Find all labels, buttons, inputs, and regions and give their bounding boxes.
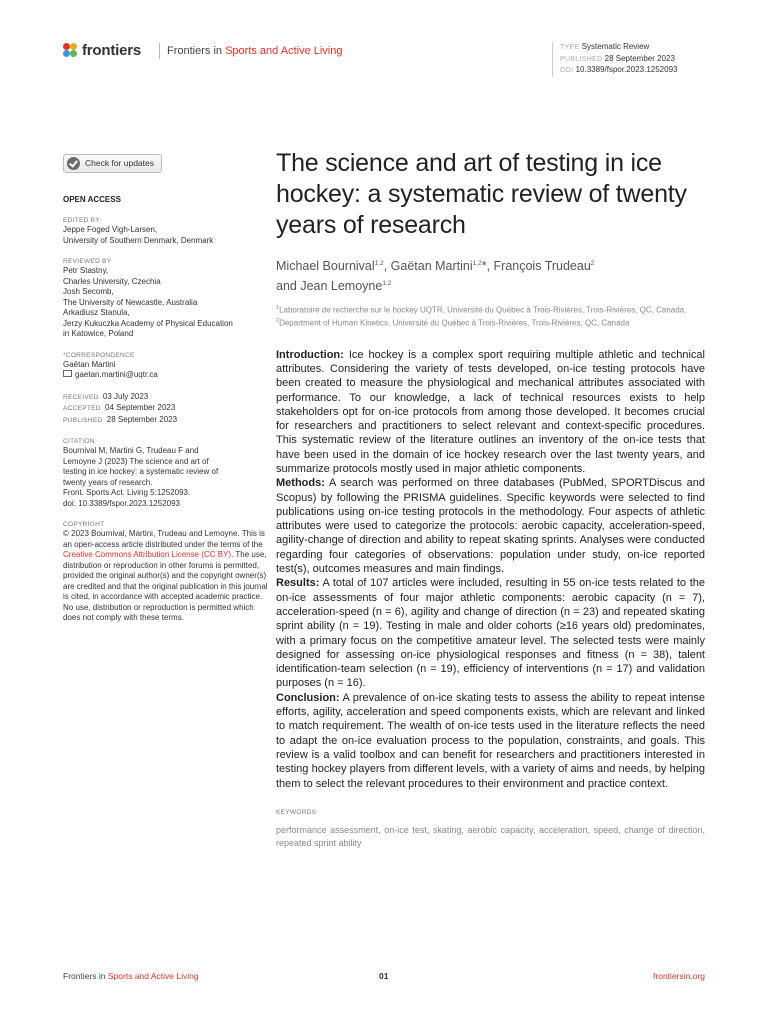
author-name[interactable]: Michael Bournival [276, 259, 375, 274]
page-number: 01 [379, 971, 389, 981]
article-meta: TYPE Systematic Review PUBLISHED 28 September 2023 DOI 10.3389/fspor.2023.1252093 [552, 42, 677, 77]
copyright-label: COPYRIGHT [63, 521, 105, 528]
edited-by-label: EDITED BY [63, 217, 101, 224]
header-divider [159, 43, 160, 59]
citation: Bournival M, Martini G, Trudeau F and Lemoyne J (2023) The science and art of testing in ice hockey: a systematic review of twenty years of research. Front. Sports Act. Living 5:1252093. doi: 10.3389/fspor.2023.1252093 [63, 446, 219, 508]
reviewed-by-label: REVIEWED BY [63, 258, 112, 265]
author-list: Michael Bournival$^{1,2}$, Gaëtan Martini$^{1,2}$*, François Trudeau$^2$ and Jean Lemoyne$^{1,2}$ [276, 259, 595, 294]
article-type: Systematic Review [581, 42, 650, 51]
accepted-date: ACCEPTED 04 September 2023 [63, 403, 176, 412]
reviewed-by: Petr Stastny, Charles University, Czechia Josh Secomb, The University of Newcastle, Australia Arkadiusz Stanula, Jerzy Kukuczka Academy of Physical Education in Katowice, Poland [63, 266, 233, 338]
correspondence-label: *CORRESPONDENCE [63, 351, 135, 359]
edited-by: Jeppe Foged Vigh-Larsen, University of Southern Denmark, Denmark [63, 225, 214, 245]
page-header [63, 40, 705, 74]
article-dates [63, 392, 268, 427]
correspondence-email[interactable]: gaetan.martini@uqtr.ca [63, 370, 268, 381]
doi-link[interactable]: 10.3389/fspor.2023.1252093 [575, 65, 678, 74]
article-sidebar [63, 154, 268, 624]
citation-label: CITATION [63, 438, 95, 445]
author-name[interactable]: and Jean Lemoyne [276, 279, 383, 294]
article-title: The science and art of testing in ice hockey: a systematic review of twenty years of research [276, 149, 687, 239]
correspondence [63, 360, 268, 381]
open-access-label: OPEN ACCESS [63, 194, 121, 204]
email-icon [63, 370, 72, 377]
article-main [276, 148, 705, 850]
abstract-results: Results: A total of 107 articles were included, resulting in 55 on-ice tests related to the on-ice assessments of four major athletic components: aerobic capacity (n = 7), acceleration-speed (n = 6), agility and change of direction (n = 23) and repeated skating sprint ability (n = 19). Testing in male and older cohorts (≥16 years old) predominates, with a primary focus on the competitive amateur level. The selected tests were mainly designed for assessing on-ice physiological responses and fitness (n = 38), talent identification-team selection (n = 19), efficiency of interventions (n = 17) and validation purposes (n = 16). [276, 577, 705, 690]
keywords-label: KEYWORDS [276, 808, 317, 816]
author-name[interactable]: François Trudeau [493, 259, 591, 274]
author-name[interactable]: Gaëtan Martini [390, 259, 473, 274]
journal-name[interactable]: Frontiers in Sports and Active Living [167, 45, 343, 57]
frontiers-site-link[interactable]: frontiersin.org [653, 971, 705, 981]
check-updates-icon [67, 157, 80, 170]
published-date-sidebar: PUBLISHED 28 September 2023 [63, 414, 178, 424]
brand-name: frontiers [82, 42, 142, 59]
check-updates-button[interactable]: Check for updates [63, 154, 162, 173]
abstract-conclusion: Conclusion: A prevalence of on-ice skating tests to assess the ability to repeat intense efforts, agility, acceleration and speed components exists, which are relevant and linked to match requirement. The wealth of on-ice tests used in the literature reflects the need to adapt the on-ice evaluation process to the population, constraints, and goals. This review is a valid toolbox and can benefit for researchers and practitioners interested in testing hockey players from different levels, with a variety of aims and needs, by helping them to select the relevant procedures to their environment and practice context. [276, 691, 705, 790]
affiliations: $^1$Laboratoire de recherche sur le hockey UQTR, Université du Québec à Trois-Rivières, Trois-Rivières, QC, Canada, $^2$Department of Human Kinetics, Université du Québec à Trois-Rivières, Trois-Rivières, QC, Canada [276, 305, 687, 328]
copyright-text: © 2023 Bournival, Martini, Trudeau and Lemoyne. This is an open-access article distributed under the terms of the Creative Commons Attribution License (CC BY). The use, distribution or reproduction in other forums is permitted, provided the original author(s) and the copyright owner(s) are credited and that the original publication in this journal is cited, in accordance with accepted academic practice. No use, distribution or reproduction is permitted which does not comply with these terms. [63, 529, 268, 622]
correspondence-name: Gaëtan Martini [63, 359, 116, 369]
published-date: 28 September 2023 [604, 53, 675, 63]
keywords: performance assessment, on-ice test, skating, aerobic capacity, acceleration, speed, change of direction, repeated sprint ability [276, 824, 705, 848]
cc-by-license-link[interactable]: Creative Commons Attribution License (CC BY) [63, 550, 232, 559]
footer-journal[interactable]: Frontiers in Sports and Active Living [63, 971, 199, 981]
received-date: RECEIVED 03 July 2023 [63, 391, 149, 401]
abstract-introduction: Introduction: Ice hockey is a complex sport requiring multiple athletic and technical attributes. Considering the variety of tests developed, on-ice testing protocols have been created to measure the physiological and mechanical attributes associated with performance. To our knowledge, a lack of technical resources exists to help stakeholders opt for on-ice protocols from among those developed. It becomes crucial for researchers and practitioners to select relevant and context-specific procedures. This systematic review of the literature outlines an inventory of the on-ice tests that have been used in the domain of ice hockey research over the last twenty years, and summarize protocols mostly used in major athletic components. [276, 348, 705, 475]
abstract-methods: Methods: A search was performed on three databases (PubMed, SPORTDiscus and Scopus) by following the PRISMA guidelines. Specific keywords were selected to find publications using on-ice testing protocols in the methodology. Four aspects of athletic attributes were used to categorize the protocols: aerobic capacity, acceleration-speed, agility-change of direction and ability to repeat skating sprints. Analyses were conducted regarding four categories of observations: population under study, on-ice reported test(s), outcomes measures and main findings. [276, 477, 705, 576]
abstract [276, 348, 705, 791]
frontiers-logo-icon [63, 43, 78, 58]
frontiers-logo[interactable] [63, 42, 141, 59]
